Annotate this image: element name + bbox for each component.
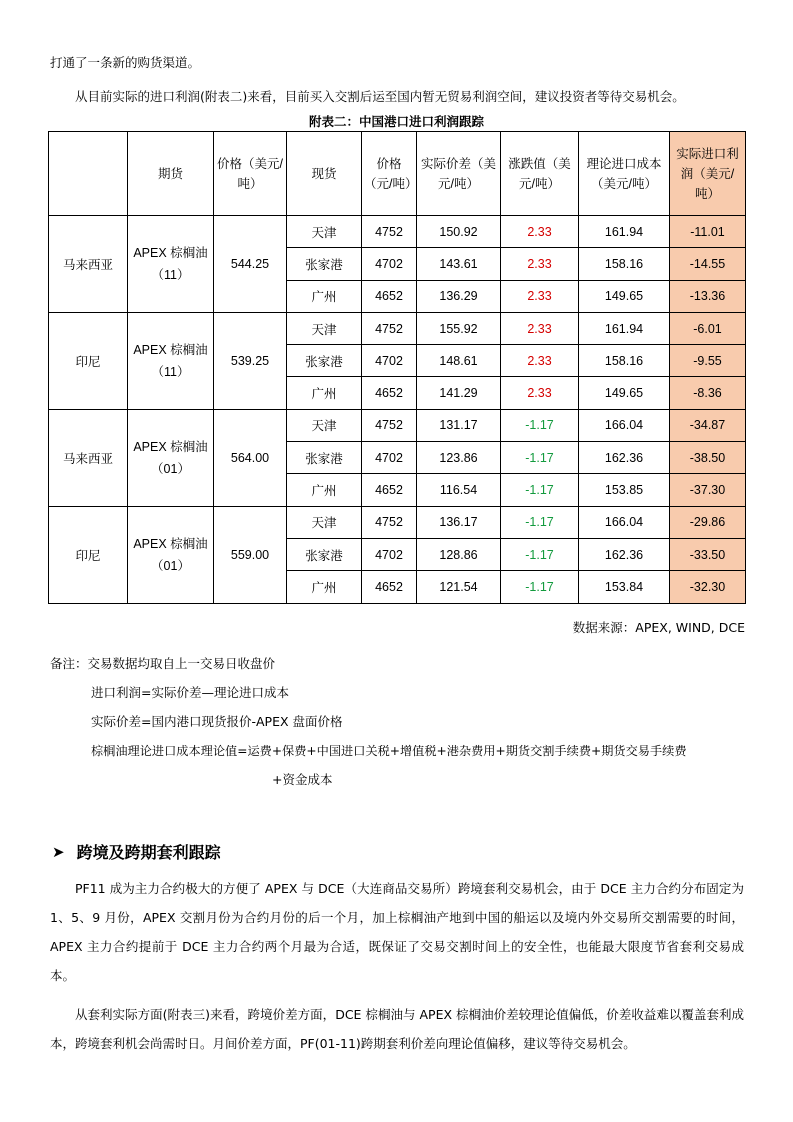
futures-cell: APEX 棕榈油（01） bbox=[128, 409, 214, 506]
spot-price-cell: 4752 bbox=[362, 506, 417, 538]
section-paragraph-1: PF11 成为主力合约极大的方便了 APEX 与 DCE（大连商品交易所）跨境套利交易机会，由于 DCE 主力合约分布固定为 1、5、9 月份，APEX 交割月份为合约月份的后一个月，加上棕榈油产地到中国的船运以及境内外交易所交割需要的时间，APEX 主力合约提前于 DCE 主力合约两个月最为合适，既保证了交易交割时间上的安全性，也能最大限度节省套利交易成本。 bbox=[50, 881, 744, 983]
table-header-row bbox=[49, 132, 746, 216]
cost-cell: 161.94 bbox=[579, 312, 670, 344]
table-row bbox=[49, 506, 746, 538]
spot-cell: 张家港 bbox=[287, 248, 362, 280]
section-heading bbox=[52, 840, 221, 863]
spot-cell: 张家港 bbox=[287, 442, 362, 474]
note-formula-1: 进口利润=实际价差—理论进口成本 bbox=[91, 685, 289, 700]
change-cell: -1.17 bbox=[501, 538, 579, 570]
spot-price-cell: 4702 bbox=[362, 248, 417, 280]
profit-cell: -6.01 bbox=[670, 312, 746, 344]
change-cell: 2.33 bbox=[501, 248, 579, 280]
profit-cell: -13.36 bbox=[670, 280, 746, 312]
profit-cell: -29.86 bbox=[670, 506, 746, 538]
futures-price-cell: 544.25 bbox=[214, 216, 287, 313]
change-cell: -1.17 bbox=[501, 442, 579, 474]
cost-cell: 158.16 bbox=[579, 345, 670, 377]
header-price: 价格（美元/吨） bbox=[214, 132, 287, 216]
spread-cell: 155.92 bbox=[417, 312, 501, 344]
change-cell: 2.33 bbox=[501, 377, 579, 409]
spot-cell: 天津 bbox=[287, 312, 362, 344]
spot-cell: 广州 bbox=[287, 571, 362, 603]
table-row bbox=[49, 409, 746, 441]
spot-cell: 张家港 bbox=[287, 345, 362, 377]
origin-cell: 印尼 bbox=[49, 312, 128, 409]
spread-cell: 148.61 bbox=[417, 345, 501, 377]
spread-cell: 121.54 bbox=[417, 571, 501, 603]
futures-cell: APEX 棕榈油（11） bbox=[128, 216, 214, 313]
change-cell: -1.17 bbox=[501, 506, 579, 538]
origin-cell: 马来西亚 bbox=[49, 216, 128, 313]
cost-cell: 166.04 bbox=[579, 506, 670, 538]
table-row bbox=[49, 216, 746, 248]
cost-cell: 153.85 bbox=[579, 474, 670, 506]
futures-cell: APEX 棕榈油（11） bbox=[128, 312, 214, 409]
cost-cell: 153.84 bbox=[579, 571, 670, 603]
cost-cell: 162.36 bbox=[579, 538, 670, 570]
import-profit-table bbox=[48, 131, 746, 604]
section-heading-text: 跨境及跨期套利跟踪 bbox=[76, 843, 221, 862]
change-cell: -1.17 bbox=[501, 409, 579, 441]
spread-cell: 136.17 bbox=[417, 506, 501, 538]
spread-cell: 128.86 bbox=[417, 538, 501, 570]
profit-cell: -11.01 bbox=[670, 216, 746, 248]
arrow-bullet-icon: ➤ bbox=[52, 842, 65, 861]
data-source: 数据来源：APEX, WIND, DCE bbox=[572, 620, 745, 635]
spot-price-cell: 4652 bbox=[362, 377, 417, 409]
intro-line-2: 从目前实际的进口利润(附表二)来看，目前买入交割后运至国内暂无贸易利润空间，建议投资者等待交易机会。 bbox=[75, 89, 685, 104]
spot-price-cell: 4702 bbox=[362, 442, 417, 474]
spot-cell: 广州 bbox=[287, 377, 362, 409]
spot-cell: 广州 bbox=[287, 280, 362, 312]
spot-cell: 天津 bbox=[287, 506, 362, 538]
note-formula-3-continued: +资金成本 bbox=[272, 772, 333, 787]
spot-price-cell: 4752 bbox=[362, 409, 417, 441]
profit-cell: -37.30 bbox=[670, 474, 746, 506]
spread-cell: 123.86 bbox=[417, 442, 501, 474]
note-formula-3: 棕榈油理论进口成本理论值=运费+保费+中国进口关税+增值税+港杂费用+期货交割手续费+期货交易手续费 bbox=[91, 744, 687, 758]
spread-cell: 150.92 bbox=[417, 216, 501, 248]
spot-cell: 广州 bbox=[287, 474, 362, 506]
cost-cell: 162.36 bbox=[579, 442, 670, 474]
profit-cell: -8.36 bbox=[670, 377, 746, 409]
spot-cell: 天津 bbox=[287, 216, 362, 248]
spread-cell: 141.29 bbox=[417, 377, 501, 409]
change-cell: -1.17 bbox=[501, 474, 579, 506]
table-body bbox=[49, 216, 746, 604]
cost-cell: 149.65 bbox=[579, 280, 670, 312]
header-cost: 理论进口成本（美元/吨） bbox=[579, 132, 670, 216]
spot-price-cell: 4752 bbox=[362, 312, 417, 344]
futures-price-cell: 564.00 bbox=[214, 409, 287, 506]
profit-cell: -33.50 bbox=[670, 538, 746, 570]
section-paragraph-2: 从套利实际方面(附表三)来看，跨境价差方面，DCE 棕榈油与 APEX 棕榈油价差较理论值偏低，价差收益难以覆盖套利成本，跨境套利机会尚需时日。月间价差方面，PF(01-11)跨期套利价差向理论值偏移，建议等待交易机会。 bbox=[50, 1007, 744, 1051]
table-title: 附表二：中国港口进口利润跟踪 bbox=[308, 114, 484, 129]
spot-price-cell: 4702 bbox=[362, 538, 417, 570]
header-origin bbox=[49, 132, 128, 216]
cost-cell: 149.65 bbox=[579, 377, 670, 409]
futures-cell: APEX 棕榈油（01） bbox=[128, 506, 214, 603]
header-spot: 现货 bbox=[287, 132, 362, 216]
spot-cell: 天津 bbox=[287, 409, 362, 441]
change-cell: 2.33 bbox=[501, 280, 579, 312]
spread-cell: 116.54 bbox=[417, 474, 501, 506]
spot-price-cell: 4702 bbox=[362, 345, 417, 377]
header-spread: 实际价差（美元/吨） bbox=[417, 132, 501, 216]
cost-cell: 161.94 bbox=[579, 216, 670, 248]
origin-cell: 马来西亚 bbox=[49, 409, 128, 506]
change-cell: 2.33 bbox=[501, 345, 579, 377]
spot-price-cell: 4752 bbox=[362, 216, 417, 248]
spot-price-cell: 4652 bbox=[362, 474, 417, 506]
note-formula-2: 实际价差=国内港口现货报价-APEX 盘面价格 bbox=[91, 714, 343, 729]
header-futures: 期货 bbox=[128, 132, 214, 216]
change-cell: 2.33 bbox=[501, 216, 579, 248]
futures-price-cell: 539.25 bbox=[214, 312, 287, 409]
change-cell: -1.17 bbox=[501, 571, 579, 603]
header-change: 涨跌值（美元/吨） bbox=[501, 132, 579, 216]
spread-cell: 136.29 bbox=[417, 280, 501, 312]
cost-cell: 166.04 bbox=[579, 409, 670, 441]
spot-cell: 张家港 bbox=[287, 538, 362, 570]
note-label: 备注：交易数据均取自上一交易日收盘价 bbox=[50, 656, 276, 671]
spot-price-cell: 4652 bbox=[362, 571, 417, 603]
change-cell: 2.33 bbox=[501, 312, 579, 344]
table-row bbox=[49, 312, 746, 344]
profit-cell: -9.55 bbox=[670, 345, 746, 377]
profit-cell: -32.30 bbox=[670, 571, 746, 603]
spread-cell: 143.61 bbox=[417, 248, 501, 280]
futures-price-cell: 559.00 bbox=[214, 506, 287, 603]
header-spot-price: 价格（元/吨） bbox=[362, 132, 417, 216]
profit-cell: -38.50 bbox=[670, 442, 746, 474]
intro-line-1: 打通了一条新的购货渠道。 bbox=[50, 55, 201, 70]
profit-cell: -34.87 bbox=[670, 409, 746, 441]
spread-cell: 131.17 bbox=[417, 409, 501, 441]
origin-cell: 印尼 bbox=[49, 506, 128, 603]
cost-cell: 158.16 bbox=[579, 248, 670, 280]
profit-cell: -14.55 bbox=[670, 248, 746, 280]
header-profit: 实际进口利润（美元/吨） bbox=[670, 132, 746, 216]
spot-price-cell: 4652 bbox=[362, 280, 417, 312]
